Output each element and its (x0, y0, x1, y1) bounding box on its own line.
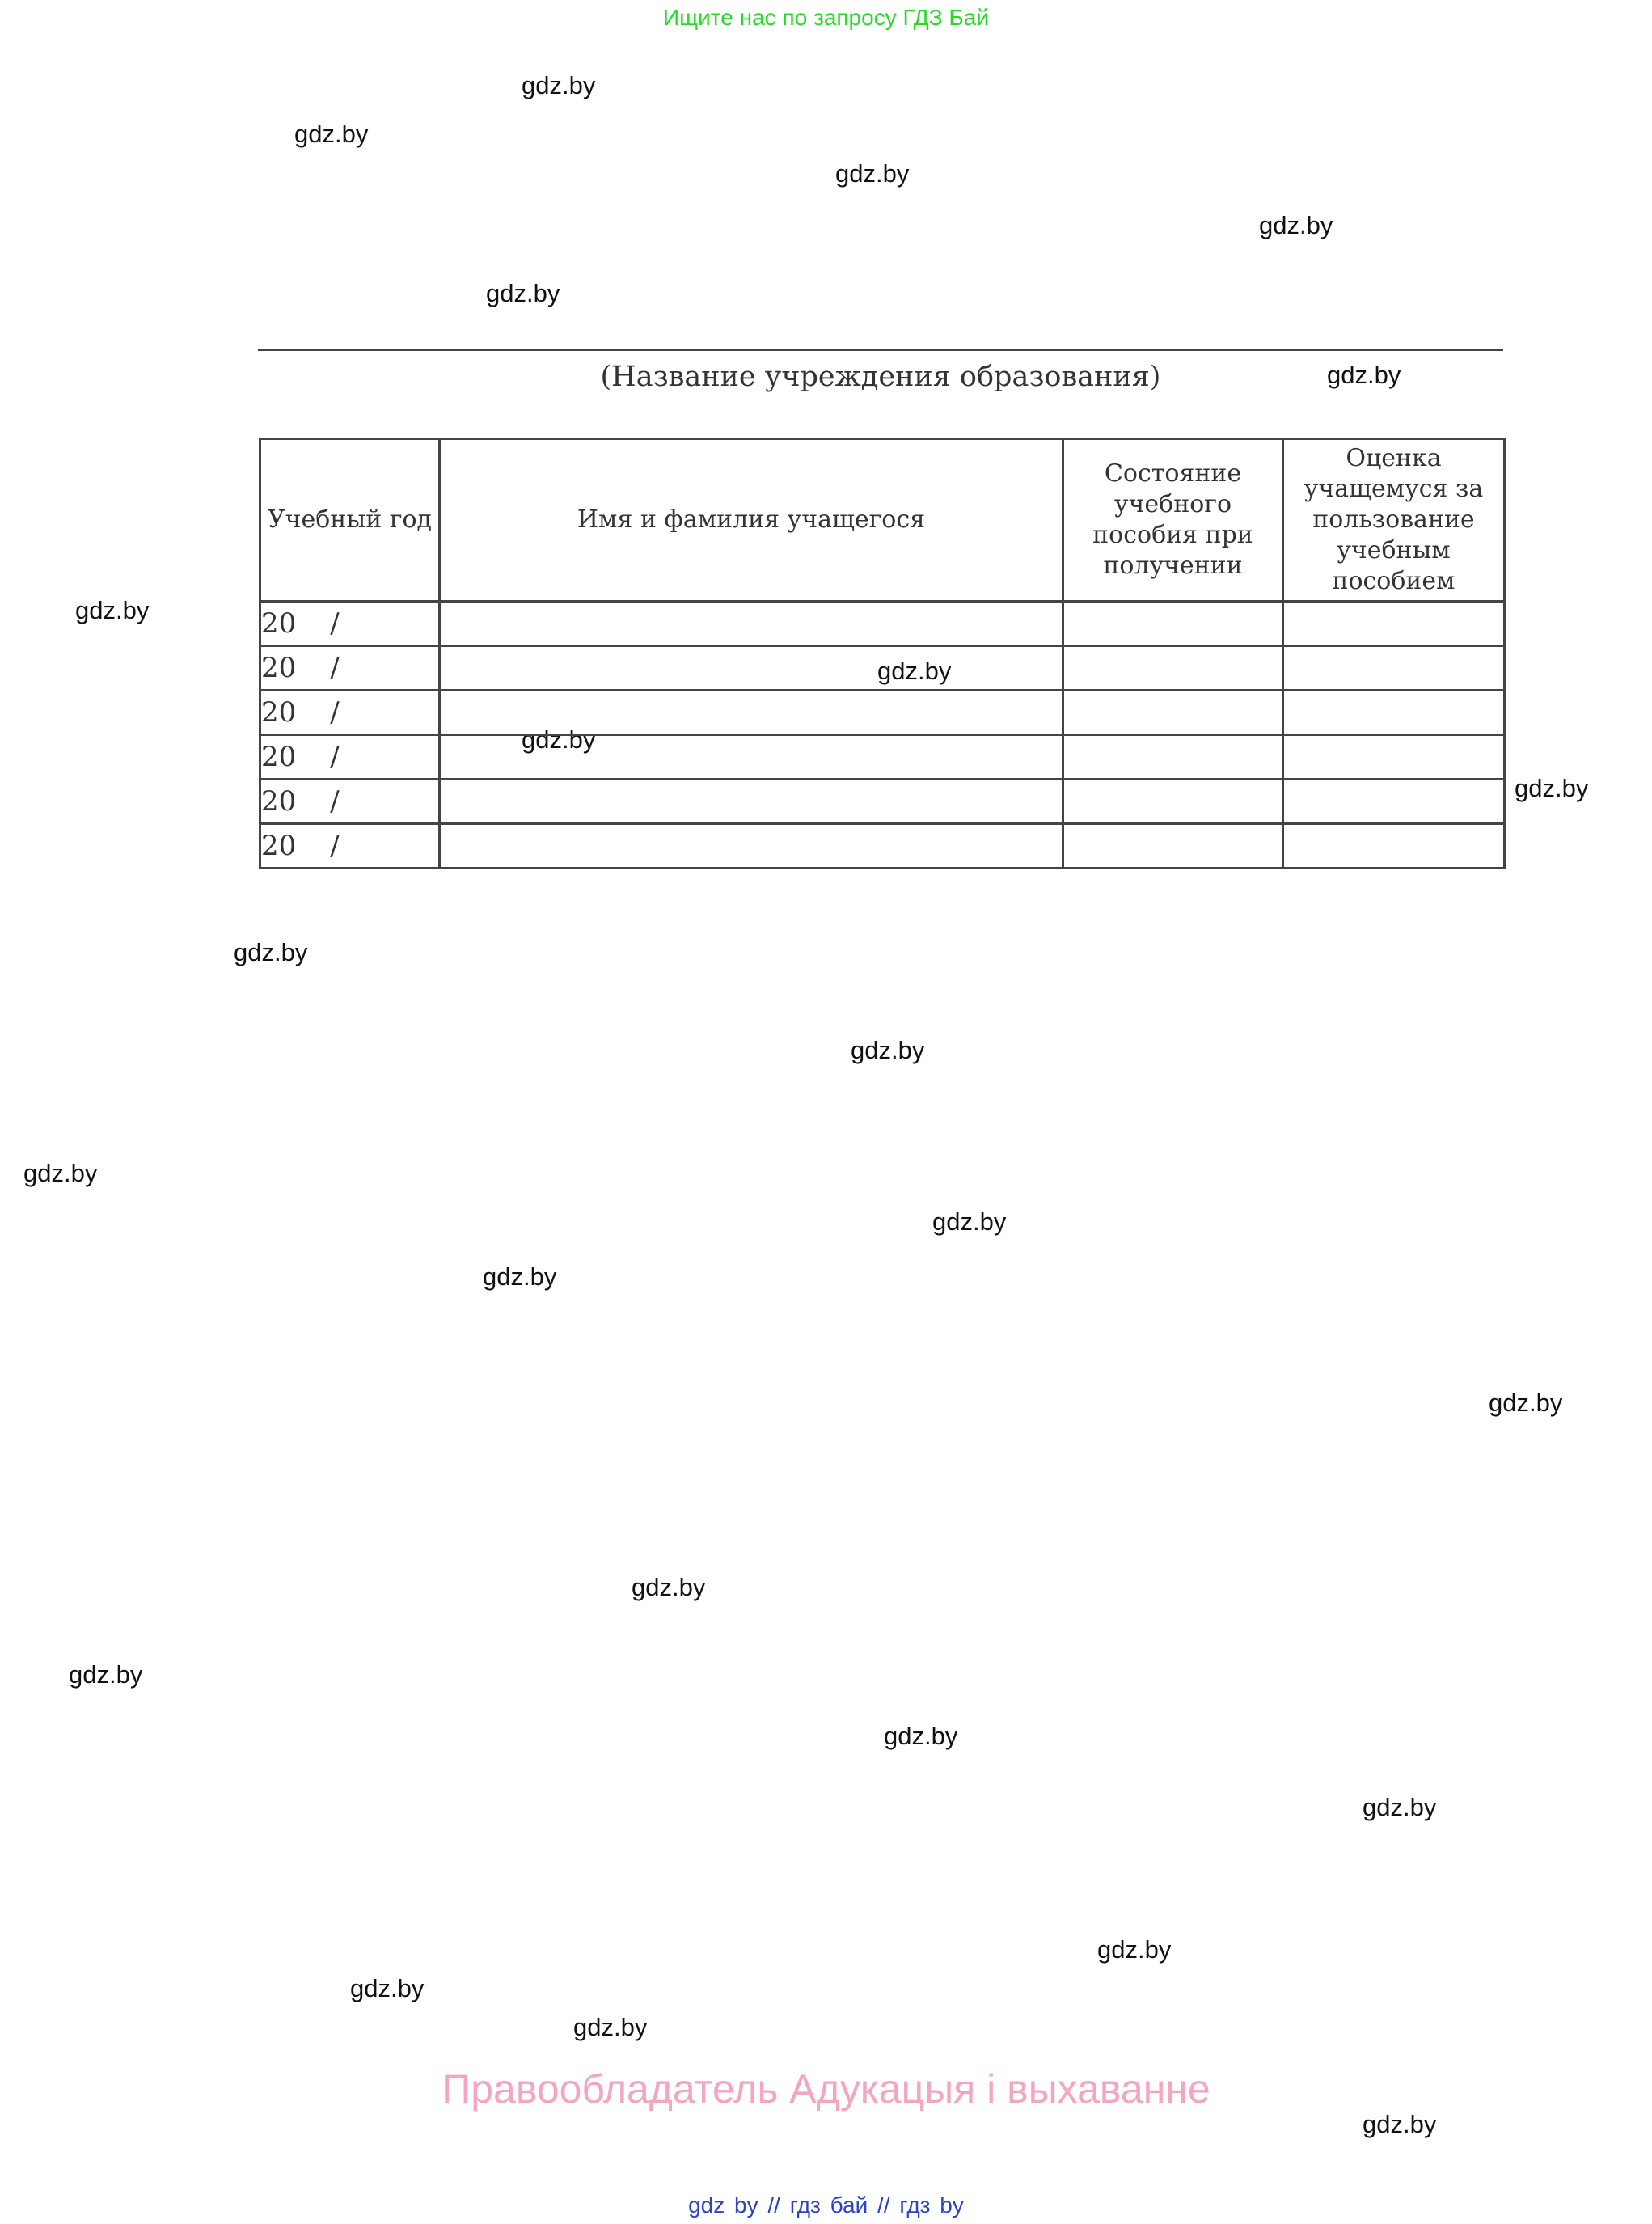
year-prefix: 20 (261, 696, 297, 729)
condition-cell (1063, 735, 1283, 780)
year-prefix: 20 (261, 741, 297, 773)
grade-cell (1283, 646, 1505, 691)
year-cell (260, 646, 440, 691)
watermark: gdz.by (486, 279, 560, 307)
copyright-holder: Правообладатель Адукацыя і выхаванне (442, 2066, 1210, 2112)
watermark: gdz.by (1363, 1793, 1437, 1821)
watermark: gdz.by (522, 725, 596, 754)
year-slash: / (330, 652, 340, 684)
year-slash: / (330, 830, 340, 862)
footer-link[interactable]: gdz by (688, 2192, 758, 2218)
student-name-cell (440, 602, 1063, 646)
student-name-cell (440, 824, 1063, 869)
year-cell (260, 824, 440, 869)
student-name-cell (440, 691, 1063, 735)
watermark: gdz.by (483, 1262, 557, 1291)
watermark: gdz.by (75, 596, 150, 624)
year-cell (260, 691, 440, 735)
grade-cell (1283, 735, 1505, 780)
header-school-year: Учебный год (260, 439, 440, 602)
year-prefix: 20 (261, 607, 297, 640)
condition-cell (1063, 602, 1283, 646)
condition-cell (1063, 646, 1283, 691)
table-row (260, 824, 1505, 869)
year-prefix: 20 (261, 652, 297, 684)
header-student-name: Имя и фамилия учащегося (440, 439, 1063, 602)
table-row (260, 602, 1505, 646)
footer-link[interactable]: гдз бай (789, 2192, 868, 2218)
top-banner: Ищите нас по запросу ГДЗ Бай (662, 5, 990, 30)
student-name-cell (440, 646, 1063, 691)
year-slash: / (330, 607, 340, 640)
grade-cell (1283, 602, 1505, 646)
watermark: gdz.by (835, 159, 910, 188)
textbook-registry-table (259, 438, 1506, 869)
year-prefix: 20 (261, 785, 297, 818)
table-row (260, 780, 1505, 824)
institution-caption: (Название учреждения образования) (600, 361, 1161, 393)
table-row (260, 646, 1505, 691)
watermark: gdz.by (522, 71, 596, 99)
condition-cell (1063, 691, 1283, 735)
footer-links (0, 2192, 1652, 2218)
header-condition-on-receipt: Состояние учебного пособия при получении (1063, 439, 1283, 602)
table-header-row (260, 439, 1505, 602)
watermark: gdz.by (932, 1207, 1007, 1236)
watermark: gdz.by (1489, 1389, 1563, 1417)
watermark: gdz.by (69, 1660, 143, 1689)
year-prefix: 20 (261, 830, 297, 862)
watermark: gdz.by (294, 120, 369, 148)
institution-name-line (258, 349, 1503, 351)
watermark: gdz.by (1327, 361, 1401, 389)
year-slash: / (330, 741, 340, 773)
watermark: gdz.by (1097, 1935, 1172, 1964)
watermark: gdz.by (884, 1722, 958, 1750)
grade-cell (1283, 780, 1505, 824)
watermark: gdz.by (877, 657, 952, 685)
condition-cell (1063, 824, 1283, 869)
footer-link[interactable]: гдз by (899, 2192, 964, 2218)
watermark: gdz.by (1515, 774, 1589, 802)
footer-separator: // (877, 2192, 890, 2218)
watermark: gdz.by (1363, 2110, 1437, 2138)
footer-separator: // (767, 2192, 780, 2218)
year-cell (260, 780, 440, 824)
student-name-cell (440, 780, 1063, 824)
table-row (260, 735, 1505, 780)
year-cell (260, 602, 440, 646)
watermark: gdz.by (350, 1974, 425, 2002)
table-row (260, 691, 1505, 735)
condition-cell (1063, 780, 1283, 824)
watermark: gdz.by (573, 2013, 648, 2041)
student-name-cell (440, 735, 1063, 780)
header-usage-grade: Оценка учащемуся за пользование учебным пособием (1283, 439, 1505, 602)
year-cell (260, 735, 440, 780)
watermark: gdz.by (632, 1573, 706, 1601)
watermark: gdz.by (234, 938, 308, 966)
year-slash: / (330, 785, 340, 818)
grade-cell (1283, 824, 1505, 869)
year-slash: / (330, 696, 340, 729)
grade-cell (1283, 691, 1505, 735)
watermark: gdz.by (23, 1159, 98, 1187)
watermark: gdz.by (851, 1036, 925, 1064)
watermark: gdz.by (1259, 211, 1333, 239)
